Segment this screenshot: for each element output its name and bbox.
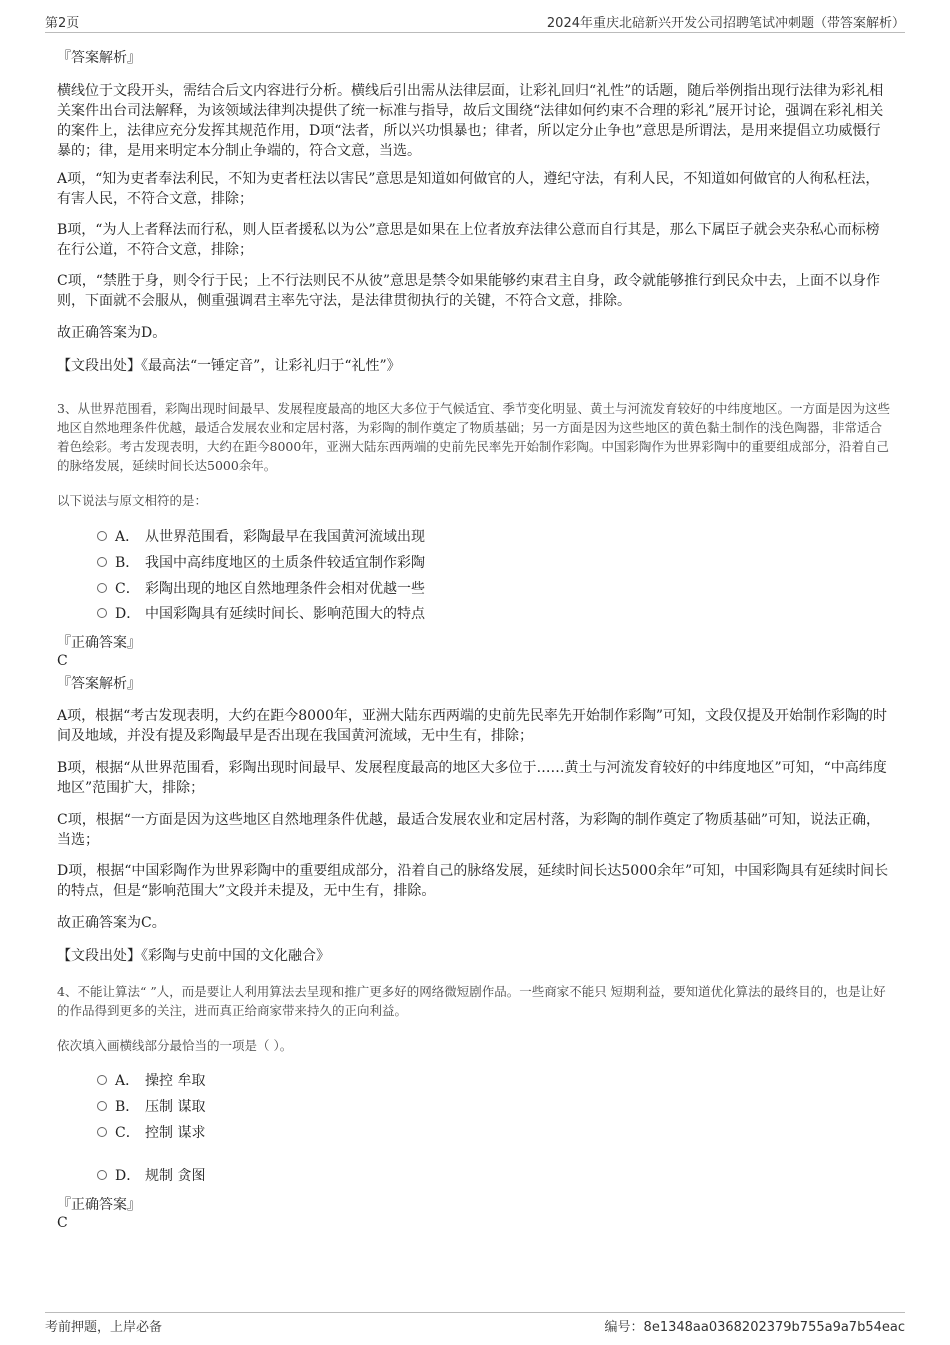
q3-analysis-c: C项，根据“一方面是因为这些地区自然地理条件优越，最适合发展农业和定居村落，为彩陶的制作奠定了物质基础”可知，说法正确，当选；: [57, 812, 881, 848]
footer-slogan: 考前押题，上岸必备: [45, 1320, 163, 1335]
q4-option-c[interactable]: C． 控制 谋求: [97, 1123, 205, 1143]
q3-source: 【文段出处】《彩陶与史前中国的文化融合》: [57, 948, 330, 964]
q4-answer: C: [57, 1215, 68, 1231]
q3-option-a[interactable]: A． 从世界范围看，彩陶最早在我国黄河流域出现: [97, 527, 425, 547]
page-number: 第2页: [45, 16, 80, 31]
q2-analysis-a: A项，“知为吏者奉法利民，不知为吏者枉法以害民”意思是知道如何做官的人，遵纪守法，有利人民，不知道如何做官的人徇私枉法，有害人民，不符合文意，排除；: [57, 171, 880, 207]
radio-icon[interactable]: [97, 608, 107, 618]
q3-analysis-title: 『答案解析』: [57, 676, 141, 692]
q2-analysis-c: C项，“禁胜于身，则令行于民；上不行法则民不从彼”意思是禁令如果能够约束君主自身，政令就能够推行到民众中去，上面不以身作则，下面就不会服从，侧重强调君主率先守法，是法律贯彻执行的关键，不符合文意，排除。: [57, 273, 881, 309]
q3-analysis-b: B项，根据“从世界范围看，彩陶出现时间最早、发展程度最高的地区大多位于……黄土与河流发育较好的中纬度地区”可知，“中高纬度地区”范围扩大，排除；: [57, 760, 887, 796]
q3-answer-title: 『正确答案』: [57, 635, 141, 651]
q2-conclusion: 故正确答案为D。: [57, 325, 167, 341]
q3-conclusion: 故正确答案为C。: [57, 915, 166, 931]
page-footer: [45, 1312, 905, 1335]
q2-source: 【文段出处】《最高法“一锤定音”，让彩礼归于“礼性”》: [57, 358, 401, 374]
radio-icon[interactable]: [97, 1075, 107, 1085]
q2-analysis-paragraph: 横线位于文段开头，需结合后文内容进行分析。横线后引出需从法律层面，让彩礼回归“礼性”的话题，随后举例指出现行法律为彩礼相关案件出台司法解释，为该领域法律判决提供了统一标准与指导，故后文围绕“法律如何约束不合理的彩礼”展开讨论，强调在彩礼相关的案件上，法律应充分发挥其规范作用，D项“法者，所以兴功惧暴也；律者，所以定分止争也”意思是所谓法，是用来提倡立功威慑行暴的；律，是用来明定本分制止争端的，符合文意，当选。: [57, 83, 884, 159]
q3-analysis-a: A项，根据“考古发现表明，大约在距今8000年，亚洲大陆东西两端的史前先民率先开始制作彩陶”可知，文段仅提及开始制作彩陶的时间及地域，并没有提及彩陶最早是否出现在我国黄河流域，无中生有，排除；: [57, 708, 888, 744]
document-title: 2024年重庆北碚新兴开发公司招聘笔试冲刺题（带答案解析）: [546, 16, 905, 31]
radio-icon[interactable]: [97, 1101, 107, 1111]
radio-icon[interactable]: [97, 557, 107, 567]
q3-option-c[interactable]: C． 彩陶出现的地区自然地理条件会相对优越一些: [97, 579, 425, 599]
q3-question: 以下说法与原文相符的是：: [57, 493, 208, 508]
q4-option-a[interactable]: A． 操控 牟取: [97, 1071, 205, 1091]
q4-answer-title: 『正确答案』: [57, 1197, 141, 1213]
q4-stem: 4、不能让算法“ ”人，而是要让人利用算法去呈现和推广更多好的网络微短剧作品。一些商家不能只 短期利益，要知道优化算法的最终目的，也是让好的作品得到更多的关注，进而真正给商家带来持久的正向利益。: [57, 984, 886, 1018]
radio-icon[interactable]: [97, 531, 107, 541]
q4-question: 依次填入画横线部分最恰当的一项是（ ）。: [57, 1038, 293, 1053]
page-header: [45, 10, 905, 33]
q3-analysis-d: D项，根据“中国彩陶作为世界彩陶中的重要组成部分，沿着自己的脉络发展，延续时间长达5000余年”可知，中国彩陶具有延续时间长的特点，但是“影响范围大”文段并未提及，无中生有，排除。: [57, 863, 889, 899]
radio-icon[interactable]: [97, 583, 107, 593]
q3-option-b[interactable]: B． 我国中高纬度地区的土质条件较适宜制作彩陶: [97, 553, 425, 573]
q2-analysis-title: 『答案解析』: [57, 50, 141, 66]
q3-stem: 3、从世界范围看，彩陶出现时间最早、发展程度最高的地区大多位于气候适宜、季节变化明显、黄土与河流发育较好的中纬度地区。一方面是因为这些地区自然地理条件优越，最适合发展农业和定居村落，为彩陶的制作奠定了物质基础；另一方面是因为这些地区的黄色黏土制作的浅色陶器，非常适合着色绘彩。考古发现表明，大约在距今8000年，亚洲大陆东西两端的史前先民率先开始制作彩陶。中国彩陶作为世界彩陶中的重要组成部分，沿着自己的脉络发展，延续时间长达5000余年。: [57, 401, 890, 473]
footer-serial: 编号：8e1348aa0368202379b755a9a7b54eac: [604, 1320, 905, 1335]
radio-icon[interactable]: [97, 1127, 107, 1137]
radio-icon[interactable]: [97, 1170, 107, 1180]
q4-option-b[interactable]: B． 压制 谋取: [97, 1097, 205, 1117]
q3-option-d[interactable]: D． 中国彩陶具有延续时间长、影响范围大的特点: [97, 604, 425, 624]
q2-analysis-b: B项，“为人上者释法而行私，则人臣者援私以为公”意思是如果在上位者放弃法律公意而自行其是，那么下属臣子就会夹杂私心而标榜在行公道，不符合文意，排除；: [57, 222, 880, 258]
q3-answer: C: [57, 653, 68, 669]
q4-option-d[interactable]: D． 规制 贪图: [97, 1166, 205, 1186]
